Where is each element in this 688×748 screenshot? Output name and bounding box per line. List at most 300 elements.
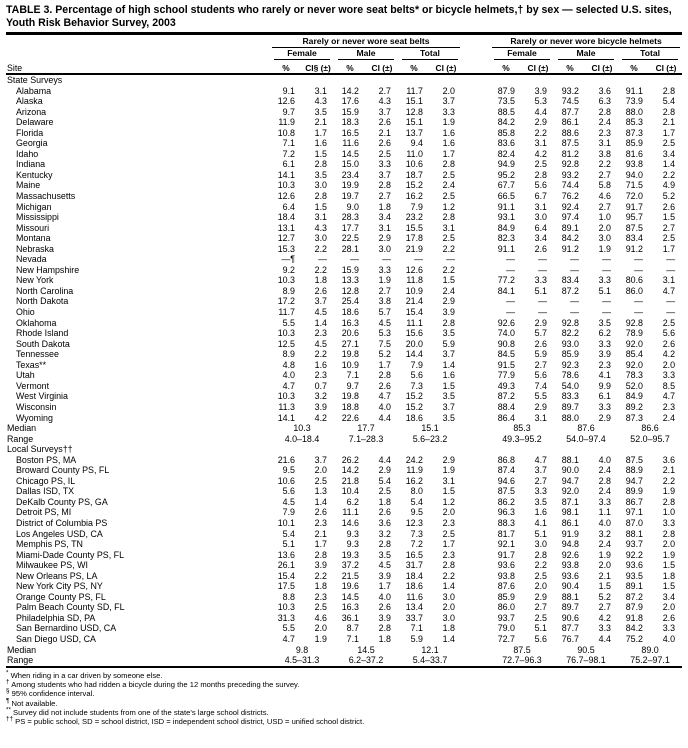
pct-cell: 7.9 bbox=[410, 359, 423, 370]
ci-cell: 1.9 bbox=[442, 465, 455, 476]
male-label: Male bbox=[558, 48, 614, 60]
ci-cell: 3.0 bbox=[534, 212, 547, 223]
pct-cell: 67.7 bbox=[497, 180, 515, 191]
ci-cell: 2.4 bbox=[598, 465, 611, 476]
ci-cell: 2.0 bbox=[662, 602, 676, 613]
ci-cell: 3.1 bbox=[662, 275, 676, 286]
ci-cell: 4.3 bbox=[378, 96, 391, 107]
ci-cell: 2.1 bbox=[314, 528, 327, 539]
ci-cell: 3.7 bbox=[534, 465, 547, 476]
ci-cell: 1.1 bbox=[598, 507, 611, 518]
pct-cell: 66.5 bbox=[497, 191, 515, 202]
ci-cell: 2.8 bbox=[378, 623, 391, 634]
pct-column-header: % bbox=[618, 60, 650, 74]
gap-cell bbox=[462, 560, 490, 571]
seatbelts-female-header bbox=[270, 48, 334, 60]
pct-cell: 71.5 bbox=[625, 180, 643, 191]
pct-cell: 84.2 bbox=[561, 233, 579, 244]
pct-cell: 89.1 bbox=[561, 222, 579, 233]
site-cell: Montana bbox=[16, 233, 51, 244]
pct-cell: 14.1 bbox=[277, 169, 295, 180]
gap-cell bbox=[462, 296, 490, 307]
ci-cell: 4.7 bbox=[662, 285, 676, 296]
subgroup-header-row bbox=[6, 48, 682, 60]
pct-cell: 88.1 bbox=[561, 454, 579, 465]
ci-cell: 2.2 bbox=[314, 349, 327, 360]
pct-cell: 92.1 bbox=[497, 539, 515, 550]
ci-cell: 1.5 bbox=[598, 581, 611, 592]
pct-cell: 14.5 bbox=[341, 148, 359, 159]
pct-cell: 23.2 bbox=[405, 212, 423, 223]
ci-cell: 1.0 bbox=[662, 507, 676, 518]
pct-cell: 91.7 bbox=[497, 549, 515, 560]
pct-cell: — bbox=[506, 254, 515, 265]
pct-cell: 9.3 bbox=[346, 528, 359, 539]
pct-cell: 87.5 bbox=[625, 454, 643, 465]
ci-cell: 2.0 bbox=[314, 623, 327, 634]
pct-cell: 85.9 bbox=[625, 138, 643, 149]
ci-cell: 5.6 bbox=[662, 328, 676, 339]
pct-cell: 15.2 bbox=[405, 391, 423, 402]
pct-cell: 21.4 bbox=[405, 296, 423, 307]
pct-cell: 91.2 bbox=[561, 243, 579, 254]
site-cell: North Dakota bbox=[16, 296, 69, 307]
table-row bbox=[6, 465, 682, 476]
table-row bbox=[6, 265, 682, 276]
ci-cell: 3.4 bbox=[378, 212, 391, 223]
ci-cell: 4.4 bbox=[534, 106, 547, 117]
pct-cell: 15.0 bbox=[341, 159, 359, 170]
ci-cell: 4.0 bbox=[378, 591, 391, 602]
ci-cell: 1.7 bbox=[662, 127, 676, 138]
ci-cell: 5.1 bbox=[534, 623, 547, 634]
ci-cell: 3.5 bbox=[314, 106, 327, 117]
pct-cell: — bbox=[570, 307, 579, 318]
ci-cell: 2.7 bbox=[534, 602, 547, 613]
table-row bbox=[6, 212, 682, 223]
table-row bbox=[6, 96, 682, 107]
site-cell: Tennessee bbox=[16, 349, 59, 360]
pct-cell: 15.9 bbox=[341, 264, 359, 275]
gap-cell bbox=[462, 602, 490, 613]
pct-cell: 90.4 bbox=[561, 581, 579, 592]
empty-cell bbox=[6, 48, 270, 60]
ci-cell: 5.5 bbox=[534, 391, 547, 402]
ci-cell: 3.0 bbox=[442, 612, 455, 623]
ci-cell: 1.7 bbox=[662, 243, 676, 254]
site-cell: South Dakota bbox=[16, 338, 70, 349]
pct-cell: 12.6 bbox=[277, 96, 295, 107]
pct-cell: 92.8 bbox=[625, 317, 643, 328]
group-seatbelts-header bbox=[270, 34, 462, 49]
ci-cell: 5.8 bbox=[598, 180, 611, 191]
pct-cell: 82.4 bbox=[497, 148, 515, 159]
pct-cell: 87.2 bbox=[625, 591, 643, 602]
ci-cell: 3.3 bbox=[378, 264, 391, 275]
table-row bbox=[6, 318, 682, 329]
table-title: TABLE 3. Percentage of high school students who rarely or never wore seat belts* or bicycle helmets,† by sex — selected U.S. sites, Youth Risk Behavior Survey, 2003 bbox=[6, 4, 672, 29]
ci-cell: 1.4 bbox=[314, 317, 327, 328]
pct-cell: 92.8 bbox=[561, 159, 579, 170]
pct-cell: 18.4 bbox=[405, 570, 423, 581]
pct-cell: 20.0 bbox=[405, 338, 423, 349]
ci-cell: 7.4 bbox=[534, 380, 547, 391]
ci-cell: 4.1 bbox=[598, 370, 611, 381]
pct-cell: 11.8 bbox=[406, 275, 423, 286]
ci-column-header: CI (±) bbox=[430, 60, 462, 74]
ci-cell: 2.5 bbox=[314, 602, 327, 613]
ci-cell: 2.3 bbox=[598, 359, 611, 370]
pct-cell: 12.8 bbox=[341, 285, 359, 296]
pct-cell: 84.2 bbox=[497, 117, 515, 128]
ci-cell: 3.0 bbox=[314, 180, 327, 191]
pct-cell: 83.3 bbox=[561, 391, 579, 402]
pct-cell: 97.4 bbox=[561, 212, 579, 223]
pct-cell: 93.7 bbox=[625, 539, 643, 550]
gap-cell bbox=[462, 655, 490, 667]
pct-cell: 10.3 bbox=[277, 602, 295, 613]
gap-cell bbox=[462, 254, 490, 265]
gap-cell bbox=[462, 149, 490, 160]
pct-cell: 5.5 bbox=[282, 623, 295, 634]
ci-column-header: CI (±) bbox=[366, 60, 398, 74]
ci-cell: 1.5 bbox=[442, 275, 455, 286]
ci-cell: 2.6 bbox=[314, 285, 327, 296]
ci-cell: 2.8 bbox=[314, 549, 327, 560]
ci-cell: 4.5 bbox=[314, 338, 327, 349]
ci-cell: 3.7 bbox=[442, 349, 455, 360]
table-row bbox=[6, 571, 682, 582]
pct-cell: 93.0 bbox=[561, 338, 579, 349]
pct-cell: 13.4 bbox=[405, 602, 423, 613]
footnote: ** Survey did not include students from one of the state’s large school districts. bbox=[6, 706, 269, 717]
footnote-marker: § bbox=[6, 687, 10, 695]
ci-cell: 2.2 bbox=[314, 243, 327, 254]
pct-cell: 7.1 bbox=[346, 633, 359, 644]
pct-cell: 92.0 bbox=[561, 486, 579, 497]
ci-cell: 1.8 bbox=[378, 633, 391, 644]
table-row bbox=[6, 107, 682, 118]
ci-cell: 2.2 bbox=[314, 570, 327, 581]
site-cell: Los Angeles USD, CA bbox=[16, 528, 103, 539]
ci-cell: 2.7 bbox=[378, 191, 391, 202]
site-cell: Palm Beach County SD, FL bbox=[16, 602, 125, 613]
ci-cell: 3.9 bbox=[442, 307, 455, 318]
ci-cell: 3.0 bbox=[378, 243, 391, 254]
gap-cell bbox=[462, 349, 490, 360]
pct-cell: 15.5 bbox=[405, 222, 423, 233]
pct-cell: 92.0 bbox=[625, 338, 643, 349]
ci-cell: 4.2 bbox=[314, 412, 327, 423]
ci-cell: 3.1 bbox=[598, 138, 611, 149]
pct-cell: 11.1 bbox=[406, 317, 423, 328]
ci-cell: 3.7 bbox=[442, 401, 455, 412]
pct-cell: 87.5 bbox=[497, 486, 515, 497]
pct-cell: 88.0 bbox=[561, 412, 579, 423]
ci-cell: — bbox=[602, 307, 611, 318]
ci-cell: 2.8 bbox=[442, 560, 455, 571]
pct-cell: 88.4 bbox=[497, 401, 515, 412]
pct-cell: 33.7 bbox=[405, 612, 423, 623]
pct-cell: 6.4 bbox=[282, 201, 295, 212]
stat-label-cell: Range bbox=[7, 655, 34, 666]
table-row bbox=[6, 128, 682, 139]
ci-cell: 1.7 bbox=[314, 539, 327, 550]
ci-cell: 1.5 bbox=[442, 486, 455, 497]
footnote: †† PS = public school, SD = school district, ISD = independent school district, USD = unified school district. bbox=[6, 715, 365, 727]
site-cell: Alaska bbox=[16, 96, 43, 107]
pct-cell: 4.5 bbox=[282, 496, 295, 507]
ci-cell: 2.1 bbox=[662, 465, 676, 476]
table-row bbox=[6, 223, 682, 234]
ci-cell: 1.8 bbox=[378, 496, 391, 507]
ci-cell: 3.1 bbox=[442, 475, 455, 486]
ci-cell: 2.9 bbox=[534, 401, 547, 412]
pct-cell: 27.1 bbox=[341, 338, 359, 349]
ci-cell: 2.8 bbox=[378, 370, 391, 381]
ci-cell: 1.7 bbox=[442, 539, 455, 550]
footnote-marker: †† bbox=[6, 715, 14, 723]
ci-cell: 5.6 bbox=[534, 180, 547, 191]
ci-cell: 6.1 bbox=[598, 391, 611, 402]
ci-cell: 2.2 bbox=[534, 560, 547, 571]
helmets-male-header bbox=[554, 48, 618, 60]
site-cell: Indiana bbox=[16, 159, 46, 170]
pct-cell: 92.6 bbox=[561, 549, 579, 560]
ci-cell: 3.9 bbox=[378, 612, 391, 623]
pct-cell: 6.2 bbox=[346, 496, 359, 507]
pct-cell: 8.9 bbox=[282, 349, 295, 360]
ci-cell: 3.1 bbox=[534, 201, 547, 212]
site-cell: Memphis PS, TN bbox=[16, 539, 83, 550]
pct-cell: 87.2 bbox=[497, 391, 515, 402]
site-cell: Miami-Dade County PS, FL bbox=[16, 549, 125, 560]
ci-cell: 3.3 bbox=[598, 401, 611, 412]
ci-cell: 2.9 bbox=[378, 465, 391, 476]
ci-cell: 4.2 bbox=[534, 148, 547, 159]
pct-cell: 54.0 bbox=[561, 380, 579, 391]
pct-cell: 83.4 bbox=[625, 233, 643, 244]
gap-cell bbox=[462, 128, 490, 139]
ci-cell: 2.7 bbox=[378, 85, 391, 96]
table-row bbox=[6, 233, 682, 244]
ci-cell: 2.5 bbox=[662, 138, 676, 149]
stat-value-cell: 4.5–31.3 bbox=[284, 655, 320, 666]
pct-cell: 88.6 bbox=[561, 127, 579, 138]
pct-cell: 73.9 bbox=[625, 96, 643, 107]
pct-cell: 93.6 bbox=[561, 570, 579, 581]
ci-cell: 3.1 bbox=[534, 412, 547, 423]
footnote: * When riding in a car driven by someone else. bbox=[6, 669, 163, 680]
pct-cell: 96.3 bbox=[497, 507, 515, 518]
pct-cell: — bbox=[634, 264, 643, 275]
gap-cell bbox=[462, 117, 490, 128]
pct-cell: 14.1 bbox=[277, 412, 295, 423]
ci-cell: 5.3 bbox=[378, 328, 391, 339]
pct-cell: 94.8 bbox=[561, 539, 579, 550]
site-cell: Massachusetts bbox=[16, 191, 76, 202]
pct-cell: 10.6 bbox=[405, 159, 423, 170]
ci-cell: 2.1 bbox=[662, 117, 676, 128]
pct-cell: — bbox=[570, 254, 579, 265]
gap-cell bbox=[462, 529, 490, 540]
ci-cell: 3.3 bbox=[534, 275, 547, 286]
pct-cell: 88.3 bbox=[497, 517, 515, 528]
pct-cell: 85.8 bbox=[497, 127, 515, 138]
footnote-marker: * bbox=[6, 669, 9, 677]
pct-cell: 16.5 bbox=[405, 549, 423, 560]
stat-value-cell: 12.1 bbox=[421, 644, 439, 655]
stat-value-cell: 54.0–97.4 bbox=[566, 433, 606, 444]
pct-cell: 74.4 bbox=[561, 180, 579, 191]
pct-cell: 75.2 bbox=[625, 633, 643, 644]
ci-cell: 1.4 bbox=[442, 359, 455, 370]
ci-cell: 1.5 bbox=[662, 560, 676, 571]
pct-cell: 16.2 bbox=[405, 191, 423, 202]
pct-cell: 28.3 bbox=[341, 212, 359, 223]
pct-cell: 83.6 bbox=[497, 138, 515, 149]
pct-cell: 97.1 bbox=[625, 507, 643, 518]
ci-cell: 3.3 bbox=[662, 623, 676, 634]
ci-column-header: CI (±) bbox=[650, 60, 682, 74]
ci-cell: 1.9 bbox=[442, 117, 455, 128]
ci-cell: 3.3 bbox=[598, 275, 611, 286]
pct-cell: 92.2 bbox=[625, 549, 643, 560]
table-row bbox=[6, 402, 682, 413]
site-cell: Nebraska bbox=[16, 243, 54, 254]
table-row bbox=[6, 623, 682, 634]
pct-column-header: % bbox=[334, 60, 366, 74]
table-row bbox=[6, 117, 682, 128]
ci-cell: 2.2 bbox=[442, 570, 455, 581]
pct-cell: 91.1 bbox=[625, 85, 643, 96]
table-row bbox=[6, 180, 682, 191]
ci-cell: 2.5 bbox=[534, 570, 547, 581]
ci-cell: 3.3 bbox=[378, 159, 391, 170]
table-row bbox=[6, 275, 682, 286]
pct-cell: 24.2 bbox=[405, 454, 423, 465]
ci-cell: 3.5 bbox=[378, 549, 391, 560]
ci-cell: 3.4 bbox=[534, 233, 547, 244]
pct-cell: 13.7 bbox=[405, 127, 423, 138]
site-cell: Detroit PS, MI bbox=[16, 507, 72, 518]
ci-cell: 4.7 bbox=[534, 454, 547, 465]
seatbelts-male-header bbox=[334, 48, 398, 60]
ci-cell: 3.9 bbox=[534, 85, 547, 96]
ci-cell: 7.5 bbox=[378, 338, 391, 349]
ci-cell: 3.5 bbox=[598, 317, 611, 328]
ci-cell: 2.0 bbox=[598, 560, 611, 571]
ci-cell: 2.2 bbox=[442, 243, 455, 254]
stat-value-cell: 87.5 bbox=[513, 644, 531, 655]
ci-cell: 2.4 bbox=[598, 117, 611, 128]
ci-cell: 2.6 bbox=[378, 117, 391, 128]
stat-value-cell: 75.2–97.1 bbox=[630, 655, 670, 666]
pct-cell: 10.9 bbox=[341, 359, 359, 370]
table-row bbox=[6, 191, 682, 202]
section-label: Local Surveys†† bbox=[7, 444, 73, 455]
stat-value-cell: 6.2–37.2 bbox=[348, 655, 384, 666]
table-row bbox=[6, 550, 682, 561]
pct-cell: 86.7 bbox=[625, 496, 643, 507]
ci-cell: 3.3 bbox=[534, 486, 547, 497]
ci-cell: 2.0 bbox=[442, 602, 455, 613]
table-row bbox=[6, 349, 682, 360]
ci-cell: 2.9 bbox=[442, 454, 455, 465]
table-row bbox=[6, 328, 682, 339]
pct-cell: 10.1 bbox=[277, 517, 295, 528]
pct-cell: 9.5 bbox=[410, 507, 423, 518]
site-cell: Ohio bbox=[16, 307, 35, 318]
site-cell: Orange County PS, FL bbox=[16, 591, 106, 602]
pct-cell: 80.6 bbox=[625, 275, 643, 286]
pct-cell: 25.4 bbox=[341, 296, 359, 307]
gap-cell bbox=[462, 307, 490, 318]
ci-cell: 5.7 bbox=[534, 328, 547, 339]
stat-label-cell: Median bbox=[7, 644, 37, 655]
gap-cell bbox=[462, 539, 490, 550]
ci-cell: 2.0 bbox=[314, 465, 327, 476]
ci-cell: 2.9 bbox=[534, 591, 547, 602]
stat-label-cell: Range bbox=[7, 433, 34, 444]
gap-cell bbox=[462, 170, 490, 181]
ci-cell: 3.1 bbox=[378, 222, 391, 233]
stat-value-cell: 72.7–96.3 bbox=[502, 655, 542, 666]
ci-cell: 2.6 bbox=[378, 138, 391, 149]
pct-cell: 21.8 bbox=[341, 475, 359, 486]
ci-cell: 3.3 bbox=[662, 370, 676, 381]
pct-cell: 15.1 bbox=[405, 96, 423, 107]
pct-cell: 93.6 bbox=[497, 560, 515, 571]
male-label: Male bbox=[338, 48, 394, 60]
table-row bbox=[6, 391, 682, 402]
ci-cell: 2.1 bbox=[598, 570, 611, 581]
site-cell: Wyoming bbox=[16, 412, 53, 423]
stat-value-cell: 9.8 bbox=[295, 644, 309, 655]
site-cell: Boston PS, MA bbox=[16, 454, 77, 465]
ci-cell: 2.5 bbox=[314, 475, 327, 486]
ci-cell: 1.8 bbox=[378, 201, 391, 212]
pct-cell: 14.2 bbox=[341, 465, 359, 476]
ci-cell: 4.5 bbox=[378, 560, 391, 571]
pct-cell: 10.4 bbox=[341, 486, 359, 497]
gap-cell bbox=[462, 275, 490, 286]
ci-cell: 2.4 bbox=[662, 412, 676, 423]
pct-cell: 89.7 bbox=[561, 401, 579, 412]
gap-cell bbox=[462, 107, 490, 118]
ci-cell: 1.9 bbox=[662, 486, 676, 497]
range-row bbox=[6, 655, 682, 667]
pct-cell: 8.7 bbox=[346, 623, 359, 634]
pct-cell: — bbox=[570, 296, 579, 307]
ci-cell: 3.7 bbox=[314, 296, 327, 307]
ci-cell: 5.6 bbox=[534, 370, 547, 381]
ci-cell: 2.1 bbox=[378, 127, 391, 138]
stat-value-cell: 14.5 bbox=[357, 644, 375, 655]
pct-cell: 72.0 bbox=[625, 191, 643, 202]
pct-cell: 15.4 bbox=[405, 307, 423, 318]
stat-value-cell: 17.7 bbox=[357, 423, 375, 434]
pct-cell: 72.7 bbox=[497, 633, 515, 644]
stat-value-cell: 5.4–33.7 bbox=[412, 655, 448, 666]
female-label: Female bbox=[274, 48, 330, 60]
pct-cell: 17.8 bbox=[405, 233, 423, 244]
pct-cell: 8.0 bbox=[410, 486, 423, 497]
site-cell: Georgia bbox=[16, 138, 48, 149]
gap-cell bbox=[462, 191, 490, 202]
gap-cell bbox=[462, 613, 490, 624]
site-cell: New York City PS, NY bbox=[16, 581, 103, 592]
